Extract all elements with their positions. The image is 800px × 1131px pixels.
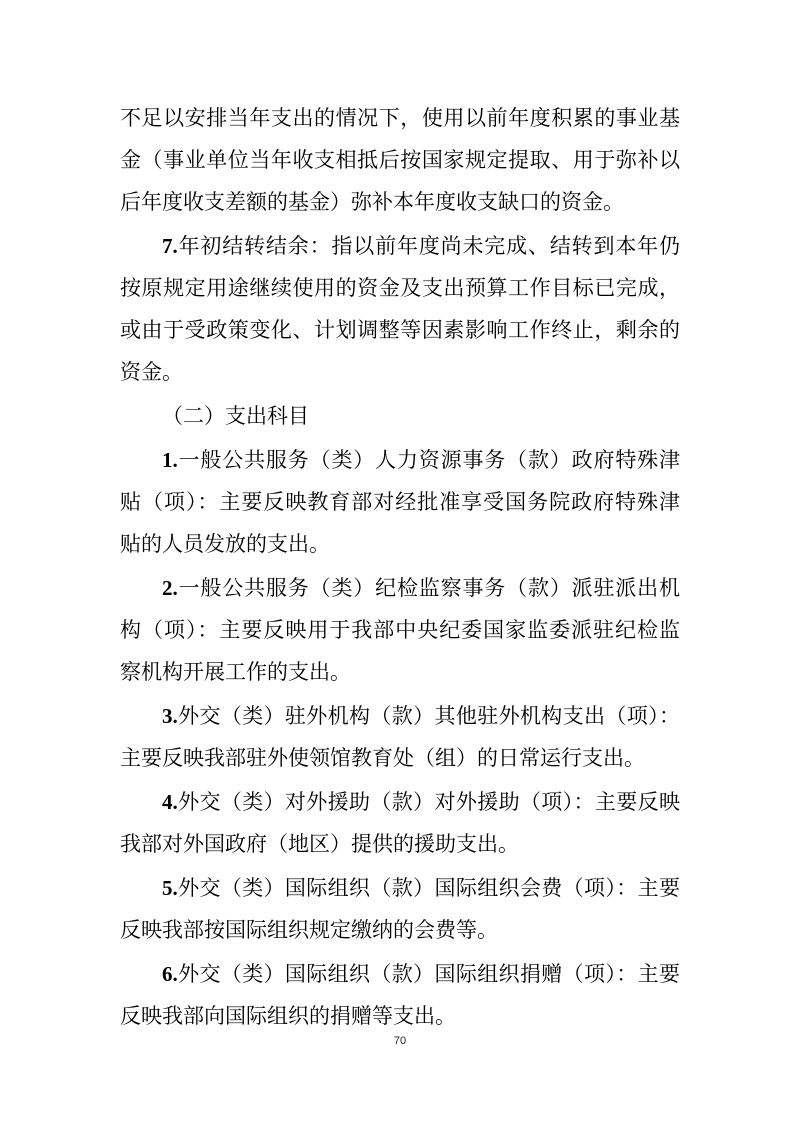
- paragraph-first-line: [162, 568, 680, 608]
- paragraph-line: 察机构开展工作的支出。: [120, 660, 351, 684]
- section-heading: （二）支出科目: [162, 404, 309, 428]
- item-text: 年初结转结余：指以前年度尚未完成、结转到本年仍: [177, 234, 680, 258]
- item-number: 4.: [162, 790, 178, 814]
- paragraph-line: 我部对外国政府（地区）提供的援助支出。: [120, 832, 519, 856]
- page-number: 70: [393, 1035, 407, 1047]
- paragraph-first-line: [162, 226, 680, 266]
- paragraph-line: 按原规定用途继续使用的资金及支出预算工作目标已完成，: [120, 276, 680, 300]
- item-text: 外交（类）驻外机构（款）其他驻外机构支出（项）：: [177, 704, 680, 728]
- paragraph-first-line: [162, 696, 680, 736]
- paragraph-line: 反映我部向国际组织的捐赠等支出。: [120, 1004, 456, 1028]
- paragraph-line: 金（事业单位当年收支相抵后按国家规定提取、用于弥补以: [120, 148, 680, 172]
- paragraph-line: 反映我部按国际组织规定缴纳的会费等。: [120, 918, 498, 942]
- item-text: 一般公共服务（类）人力资源事务（款）政府特殊津: [177, 448, 680, 472]
- item-number: 5.: [162, 876, 178, 900]
- item-text: 一般公共服务（类）纪检监察事务（款）派驻派出机: [177, 576, 680, 600]
- paragraph-line: 后年度收支差额的基金）弥补本年度收支缺口的资金。: [120, 190, 624, 214]
- item-text: 外交（类）国际组织（款）国际组织会费（项）：主要: [177, 876, 680, 900]
- paragraph-line: 或由于受政策变化、计划调整等因素影响工作终止，剩余的: [120, 318, 680, 342]
- item-number: 2.: [162, 576, 178, 600]
- item-number: 3.: [162, 704, 178, 728]
- item-number: 7.: [162, 234, 178, 258]
- paragraph-first-line: [162, 782, 680, 822]
- paragraph-first-line: [162, 954, 680, 994]
- paragraph-first-line: [162, 440, 680, 480]
- item-number: 6.: [162, 962, 178, 986]
- paragraph-line: 资金。: [120, 360, 183, 384]
- paragraph-line: 构（项）：主要反映用于我部中央纪委国家监委派驻纪检监: [120, 618, 680, 642]
- item-number: 1.: [162, 448, 178, 472]
- item-text: 外交（类）对外援助（款）对外援助（项）：主要反映: [177, 790, 680, 814]
- paragraph-line: 贴的人员发放的支出。: [120, 532, 330, 556]
- paragraph-first-line: [162, 868, 680, 908]
- paragraph-line: 不足以安排当年支出的情况下，使用以前年度积累的事业基: [120, 106, 680, 130]
- paragraph-line: 主要反映我部驻外使领馆教育处（组）的日常运行支出。: [120, 746, 645, 770]
- paragraph-line: 贴（项）：主要反映教育部对经批准享受国务院政府特殊津: [120, 490, 680, 514]
- item-text: 外交（类）国际组织（款）国际组织捐赠（项）：主要: [177, 962, 680, 986]
